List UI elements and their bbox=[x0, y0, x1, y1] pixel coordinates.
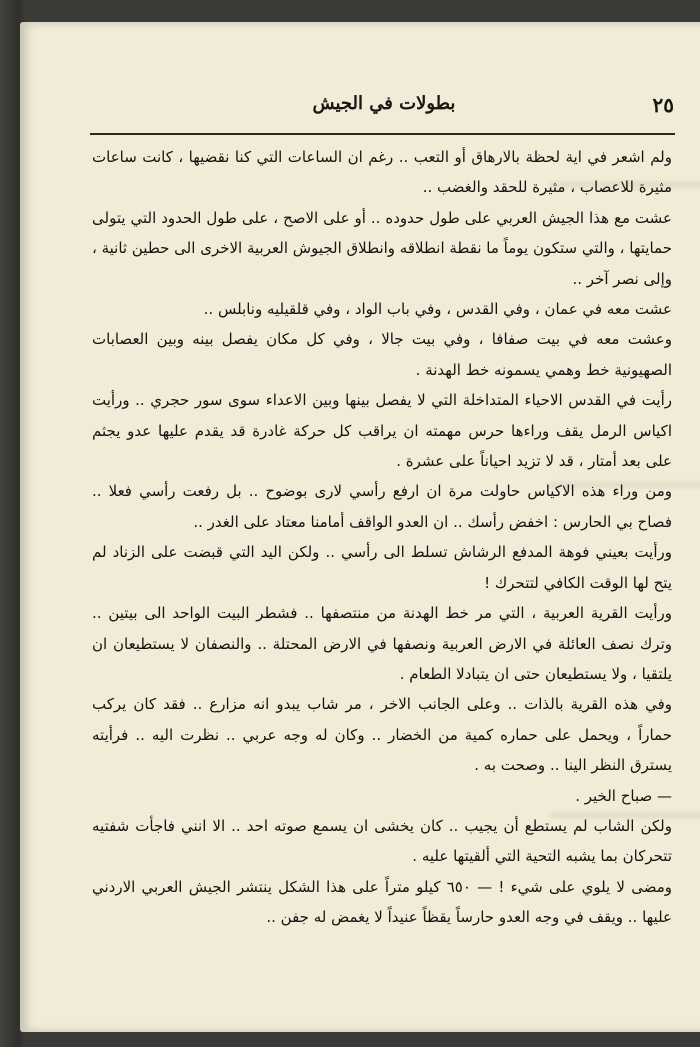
paragraph: ومضى لا يلوي على شيء ! — ٦٥٠ كيلو متراً على هذا الشكل ينتشر الجيش العربي الاردني عليها .. ويقف في وجه العدو حارساً يقظاً عنيداً لا يغمض له جفن .. bbox=[92, 877, 672, 927]
running-title: بطولات في الجيش bbox=[312, 93, 456, 114]
paragraph: رأيت في القدس الاحياء المتداخلة التي لا يفصل بينها وبين الاعداء سوى سور حجري .. ورأيت اكياس الرمل يقف وراءها حرس مهمته ان يراقب كل حركة غادرة قد يقدم عليها عدو يجثم على بعد أمتار ، قد لا تزيد احياناً على عشرة . bbox=[92, 391, 672, 471]
paragraph: ورأيت بعيني فوهة المدفع الرشاش تسلط الى رأسي .. ولكن اليد التي قبضت على الزناد لم يتح لها الوقت الكافي لتتحرك ! bbox=[92, 543, 672, 592]
page-number: ٢٥ bbox=[652, 93, 674, 117]
header-rule bbox=[90, 133, 675, 135]
paragraph: — صباح الخير . bbox=[575, 786, 672, 805]
paragraph: ولم اشعر في اية لحظة بالارهاق أو التعب .. رغم ان الساعات التي كنا نقضيها ، كانت ساعات مثيرة للاعصاب ، مثيرة للحقد والغضب .. bbox=[92, 148, 672, 197]
paragraph: عشت معه في عمان ، وفي القدس ، وفي باب الواد ، وفي قلقيليه ونابلس .. bbox=[203, 300, 672, 319]
paragraph: وفي هذه القرية بالذات .. وعلى الجانب الاخر ، مر شاب يبدو انه مزارع .. فقد كان يركب حماراً ، ويحمل على حماره كمية من الخضار .. وكان له وجه عربي .. نظرت اليه .. فرأيته يسترق النظر الينا .. وصحت به . bbox=[92, 695, 672, 775]
paragraph: ورأيت القرية العربية ، التي مر خط الهدنة من منتصفها .. فشطر البيت الواحد الى بيتين .. وترك نصف العائلة في الارض العربية ونصفها في الارض المحتلة .. والنصفان لا يستطيعان ان يلتقيا ، ولا يستطيعان حتى ان يتبادلا الطعام . bbox=[92, 604, 672, 683]
body-text bbox=[92, 142, 672, 933]
paragraph: وعشت معه في بيت صفافا ، وفي بيت جالا ، وفي كل مكان يفصل بينه وبين العصابات الصهيونية خط وهمي يسمونه خط الهدنة . bbox=[92, 330, 672, 379]
paragraph: عشت مع هذا الجيش العربي على طول حدوده .. أو على الاصح ، على طول الحدود التي يتولى حمايتها ، والتي ستكون يوماً ما نقطة انطلاقه وانطلاق الجيوش العربية الاخرى الى حطين ثانية ، وإلى نصر آخر .. bbox=[92, 208, 672, 288]
page-header bbox=[84, 87, 684, 127]
paragraph: ومن وراء هذه الاكياس حاولت مرة ان ارفع رأسي لارى بوضوح .. بل رفعت رأسي فعلا .. فصاح بي الحارس : اخفض رأسك .. ان العدو الواقف أمامنا معتاد على الغدر .. bbox=[92, 482, 672, 531]
paragraph: ولكن الشاب لم يستطع أن يجيب .. كان يخشى ان يسمع صوته احد .. الا انني فاجأت شفتيه تتحركان بما يشبه التحية التي ألقيتها عليه . bbox=[92, 816, 672, 866]
